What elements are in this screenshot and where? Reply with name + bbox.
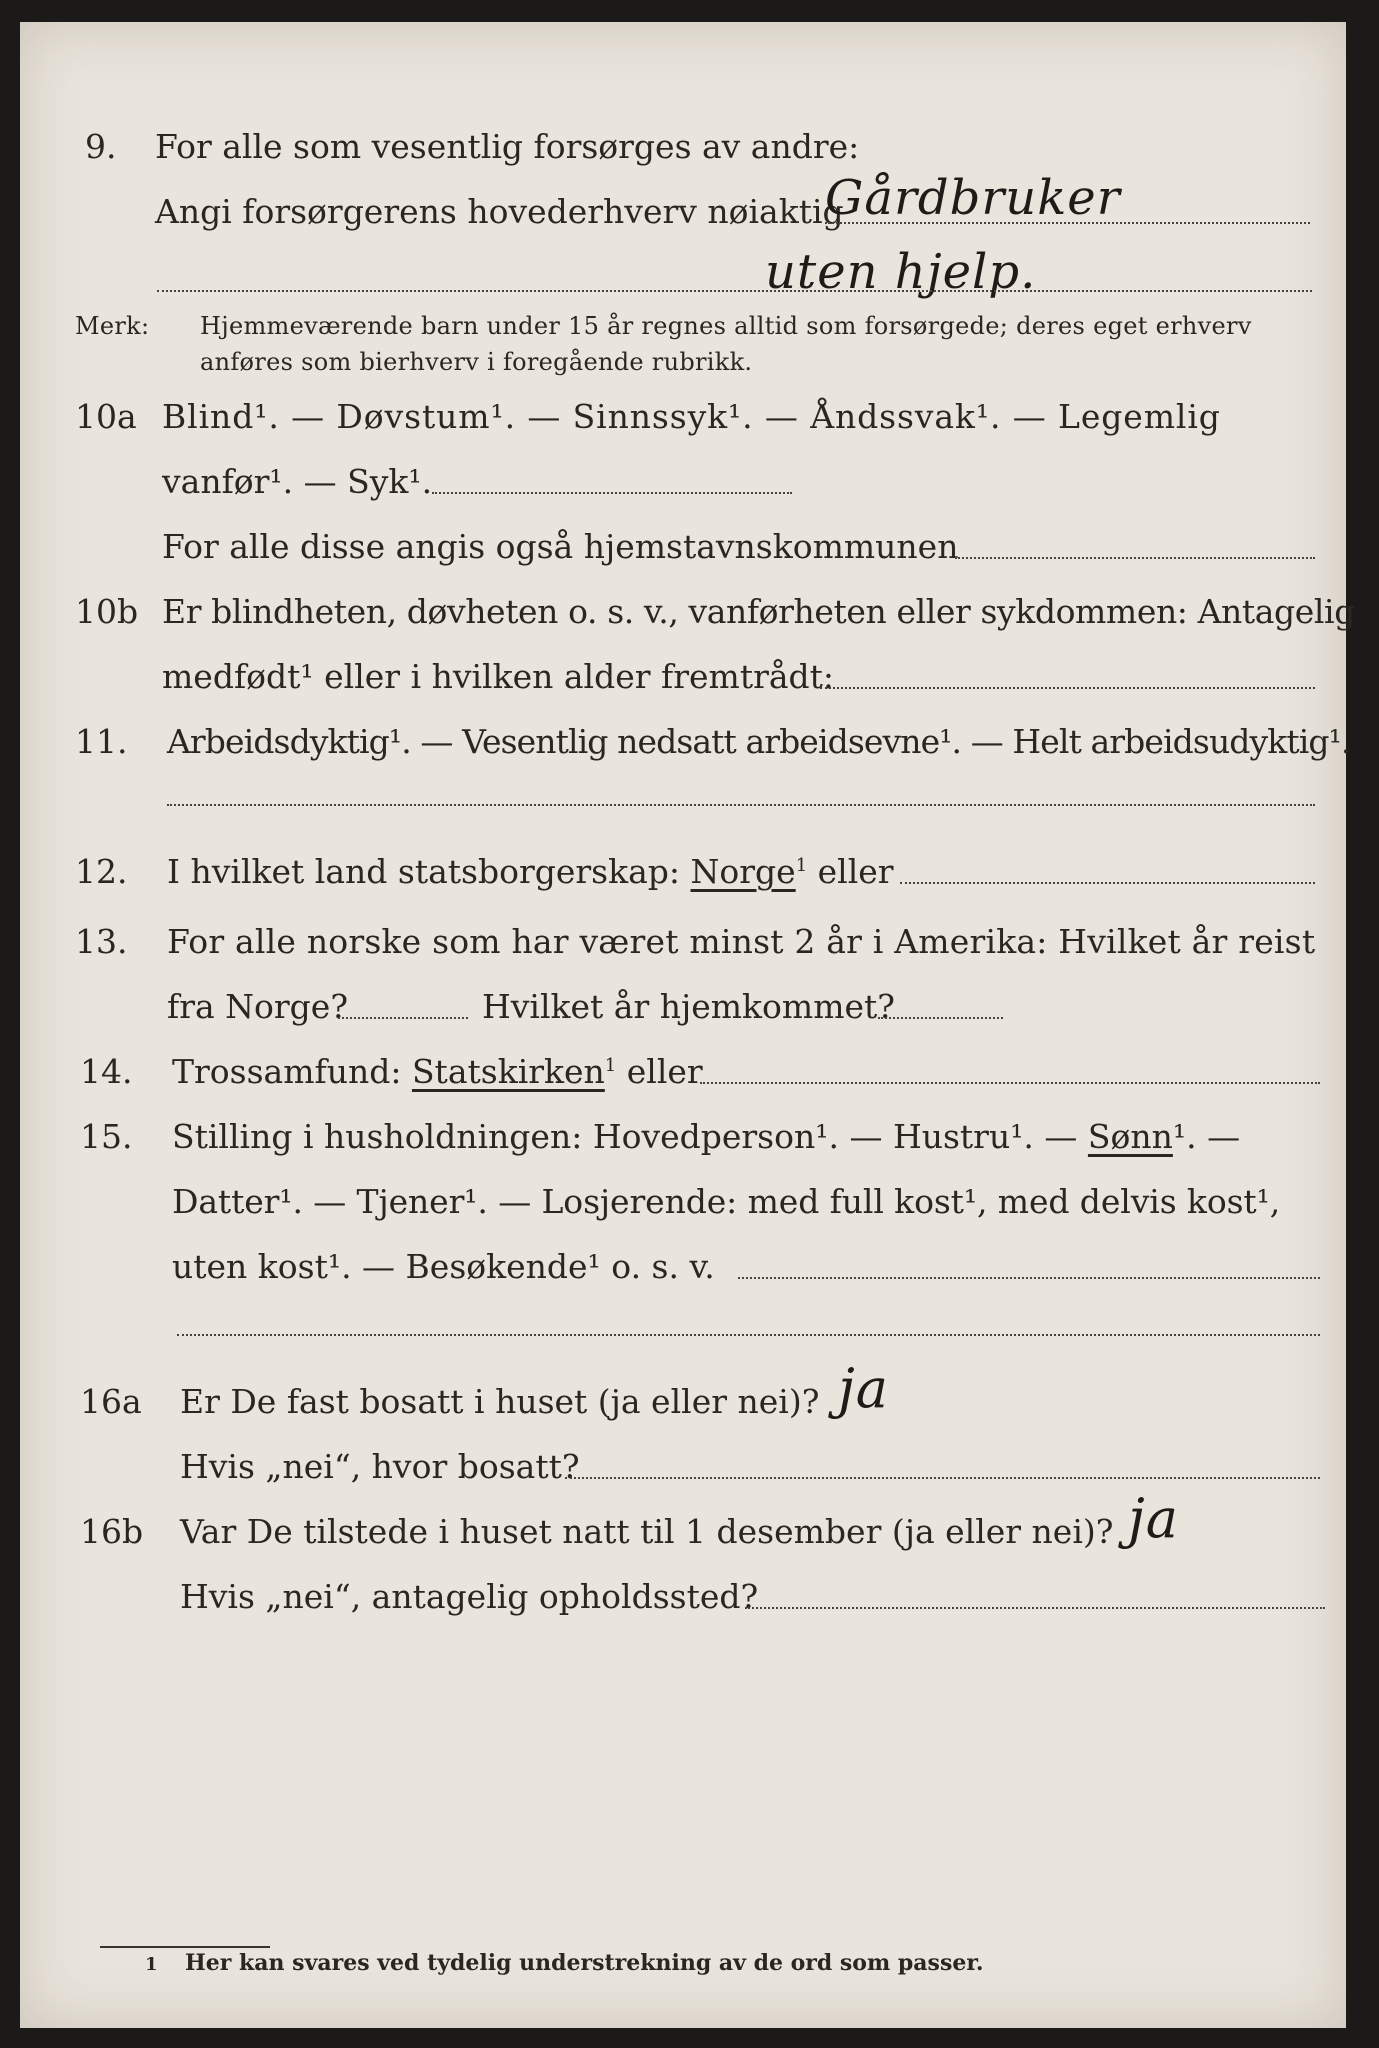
q15-line2: Datter¹. — Tjener¹. — Losjerende: med full kost¹, med delvis kost¹,	[172, 1182, 1281, 1221]
q16a-line1: Er De fast bosatt i huset (ja eller nei)?	[180, 1382, 820, 1421]
q12-number: 12.	[75, 852, 128, 891]
q10a-kommune-line	[955, 557, 1315, 559]
q16a-number: 16a	[80, 1382, 142, 1421]
census-form-page	[20, 22, 1355, 2028]
q15-line1	[172, 1117, 1240, 1156]
q15-answer-line1	[738, 1277, 1320, 1279]
q15-line3: uten kost¹. — Besøkende¹ o. s. v.	[172, 1247, 715, 1286]
q12-prefix: I hvilket land statsborgerskap:	[167, 852, 681, 891]
merk-label: Merk:	[75, 312, 150, 340]
q11-line1: Arbeidsdyktig¹. — Vesentlig nedsatt arbeidsevne¹. — Helt arbeidsudyktig¹.	[167, 722, 1351, 761]
q15-line1-end: ¹. —	[1172, 1117, 1241, 1156]
q14-text	[172, 1052, 703, 1091]
footnote-mark: 1	[145, 1954, 158, 1975]
q15-answer-line2	[177, 1334, 1320, 1336]
merk-line2: anføres som bierhverv i foregående rubrikk.	[200, 348, 753, 376]
q16b-line2: Hvis „nei“, antagelig opholdssted?	[180, 1577, 759, 1616]
q10b-number: 10b	[75, 592, 139, 631]
q12-answer-line	[900, 882, 1315, 884]
q14-prefix: Trossamfund:	[172, 1052, 402, 1091]
q13-line1: For alle norske som har været minst 2 år i Amerika: Hvilket år reist	[167, 922, 1316, 961]
q13-number: 13.	[75, 922, 128, 961]
q16b-line1: Var De tilstede i huset natt til 1 desember (ja eller nei)?	[180, 1512, 1114, 1551]
merk-line1: Hjemmeværende barn under 15 år regnes alltid som forsørgede; deres eget erhverv	[200, 312, 1252, 340]
q15-number: 15.	[80, 1117, 133, 1156]
q10b-age-line	[820, 687, 1315, 689]
q14-answer-line	[700, 1082, 1320, 1084]
q16b-number: 16b	[80, 1512, 144, 1551]
q9-handwritten-answer1: Gårdbruker	[825, 170, 1121, 226]
q10a-syk-line	[432, 492, 792, 494]
q13-line2b: Hvilket år hjemkommet?	[482, 987, 895, 1026]
footnote-separator	[100, 1946, 270, 1948]
q9-line1: For alle som vesentlig forsørges av andre:	[155, 127, 860, 166]
q9-number: 9.	[85, 127, 117, 166]
q12-text	[167, 852, 894, 891]
q9-answer-line2	[157, 290, 1312, 292]
q15-line1-start: Stilling i husholdningen: Hovedperson¹. — Hustru¹. —	[172, 1117, 1078, 1156]
q16b-handwritten-answer: ja	[1128, 1487, 1179, 1550]
q16b-opholdssted-line	[745, 1607, 1325, 1609]
q13-reist-line	[338, 1017, 468, 1019]
q11-answer-line	[167, 804, 1315, 806]
q13-line2a: fra Norge?	[167, 987, 349, 1026]
q10a-number: 10a	[75, 397, 137, 436]
q10a-line2: vanfør¹. — Syk¹.	[162, 462, 433, 501]
q16a-line2: Hvis „nei“, hvor bosatt?	[180, 1447, 580, 1486]
q14-footnote-mark: 1	[604, 1055, 617, 1076]
q11-number: 11.	[75, 722, 128, 761]
q15-underlined-answer: Sønn	[1087, 1117, 1173, 1156]
q12-underlined-answer: Norge	[690, 852, 796, 891]
q10b-line2: medfødt¹ eller i hvilken alder fremtrådt:	[162, 657, 835, 696]
q13-hjemkommet-line	[878, 1017, 1003, 1019]
q16a-bosatt-line	[565, 1477, 1320, 1479]
q10a-line3: For alle disse angis også hjemstavnskommunen	[162, 527, 959, 566]
footnote-text: Her kan svares ved tydelig understrekning av de ord som passer.	[185, 1950, 984, 1976]
q14-suffix: eller	[626, 1052, 703, 1091]
q9-handwritten-answer2: uten hjelp.	[765, 244, 1037, 300]
q9-line2: Angi forsørgerens hovederhverv nøiaktig	[155, 192, 844, 231]
q14-underlined-answer: Statskirken	[411, 1052, 605, 1091]
q12-footnote-mark: 1	[795, 855, 808, 876]
q10b-line1: Er blindheten, døvheten o. s. v., vanførheten eller sykdommen: Antagelig	[162, 592, 1355, 631]
q10a-line1: Blind¹. — Døvstum¹. — Sinnssyk¹. — Åndssvak¹. — Legemlig	[162, 397, 1221, 436]
q16a-handwritten-answer: ja	[838, 1357, 889, 1420]
q14-number: 14.	[80, 1052, 133, 1091]
q12-suffix: eller	[817, 852, 894, 891]
q9-answer-line1	[825, 222, 1310, 224]
